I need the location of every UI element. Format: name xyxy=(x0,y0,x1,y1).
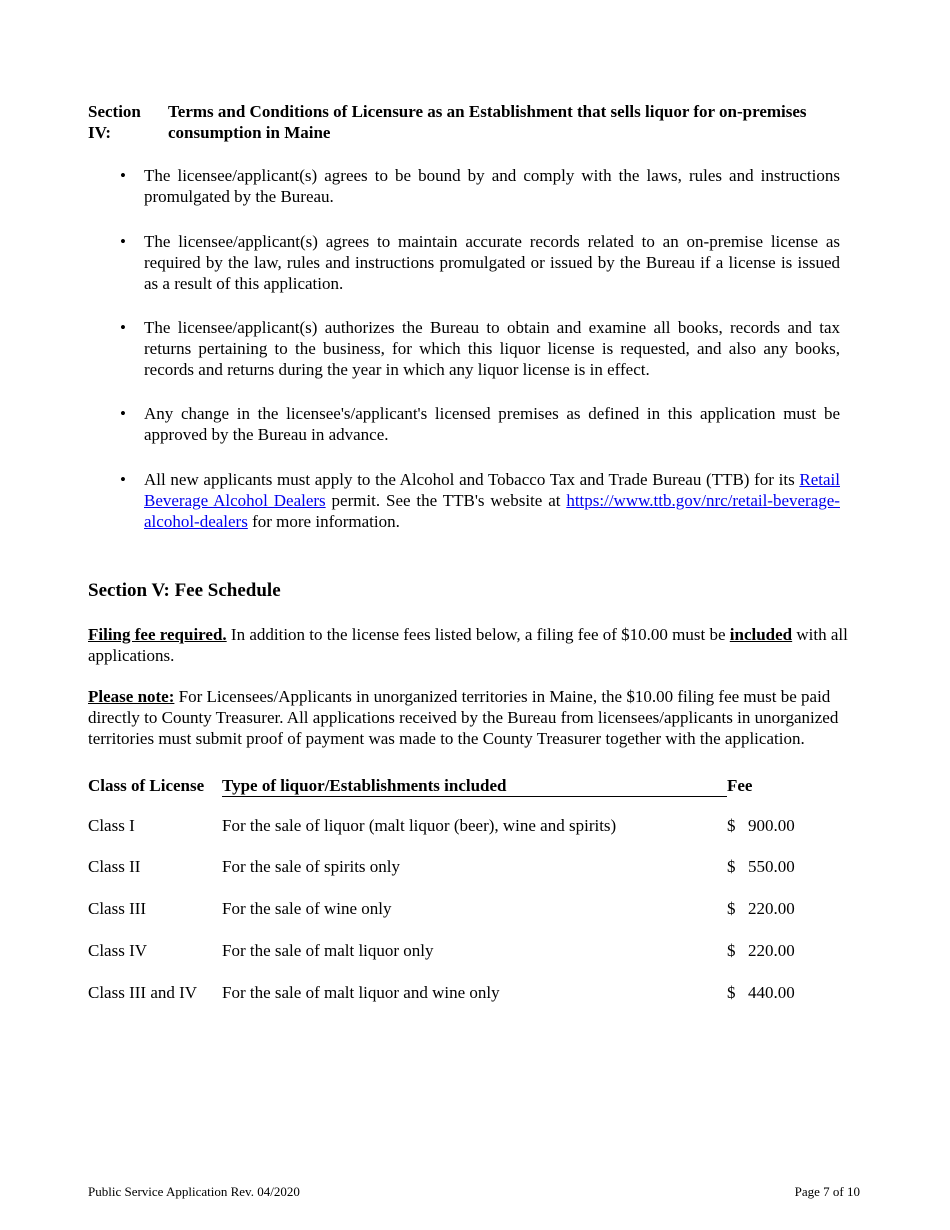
bullet-icon: • xyxy=(120,318,126,337)
table-row: Class II For the sale of spirits only $ 550.00 xyxy=(88,857,795,876)
section-4-heading xyxy=(88,101,888,143)
list-item: • Any change in the licensee's/applicant's licensed premises as defined in this application must be approved by the Bureau in advance. xyxy=(120,404,840,444)
list-item: • All new applicants must apply to the Alcohol and Tobacco Tax and Trade Bureau (TTB) for its Retail Beverage Alcohol Dealers permit. See the TTB's website at https://www.ttb.gov/nrc/retail-beverage-alcohol-dealers for more information. xyxy=(120,470,840,531)
ttb-website-link[interactable]: https://www.ttb.gov/nrc/retail-beverage-alcohol-dealers xyxy=(144,491,840,531)
bullet-icon: • xyxy=(120,232,126,251)
filing-fee-paragraph: Filing fee required. In addition to the license fees listed below, a filing fee of $10.00 must be included with all applications. xyxy=(88,625,848,665)
list-item: • The licensee/applicant(s) authorizes the Bureau to obtain and examine all books, records and tax returns pertaining to the business, for which this liquor license is requested, and also any books, records and returns during the year in which any liquor license is in effect. xyxy=(120,318,840,379)
section-title: Terms and Conditions of Licensure as an Establishment that sells liquor for on-premises consumption in Maine xyxy=(168,102,807,142)
table-row: Class I For the sale of liquor (malt liquor (beer), wine and spirits) $ 900.00 xyxy=(88,816,795,835)
table-row: Class IV For the sale of malt liquor only $ 220.00 xyxy=(88,941,795,960)
bullet-icon: • xyxy=(120,404,126,423)
bullet-icon: • xyxy=(120,166,126,185)
footer-page-number: Page 7 of 10 xyxy=(794,1184,860,1199)
section-5-heading: Section V: Fee Schedule xyxy=(88,580,281,601)
list-item: • The licensee/applicant(s) agrees to be bound by and comply with the laws, rules and instructions promulgated by the Bureau. xyxy=(120,166,840,206)
table-row: Class III and IV For the sale of malt liquor and wine only $ 440.00 xyxy=(88,983,795,1002)
footer-revision: Public Service Application Rev. 04/2020 xyxy=(88,1184,300,1199)
fee-table-header: Class of License Type of liquor/Establishments included Fee xyxy=(88,776,753,795)
list-item: • The licensee/applicant(s) agrees to maintain accurate records related to an on-premise license as required by the law, rules and instructions promulgated or issued by the Bureau if a license is issued as a result of this application. xyxy=(120,232,840,293)
note-paragraph: Please note: For Licensees/Applicants in unorganized territories in Maine, the $10.00 filing fee must be paid directly to County Treasurer. All applications received by the Bureau from licensees/applicants in unorganized territories must submit proof of payment was made to the County Treasurer together with the application. xyxy=(88,687,839,748)
section-label: Section IV: xyxy=(88,102,141,142)
table-row: Class III For the sale of wine only $ 220.00 xyxy=(88,899,795,918)
bullet-icon: • xyxy=(120,470,126,489)
ttb-dealers-link[interactable]: Retail Beverage Alcohol Dealers xyxy=(144,470,840,510)
